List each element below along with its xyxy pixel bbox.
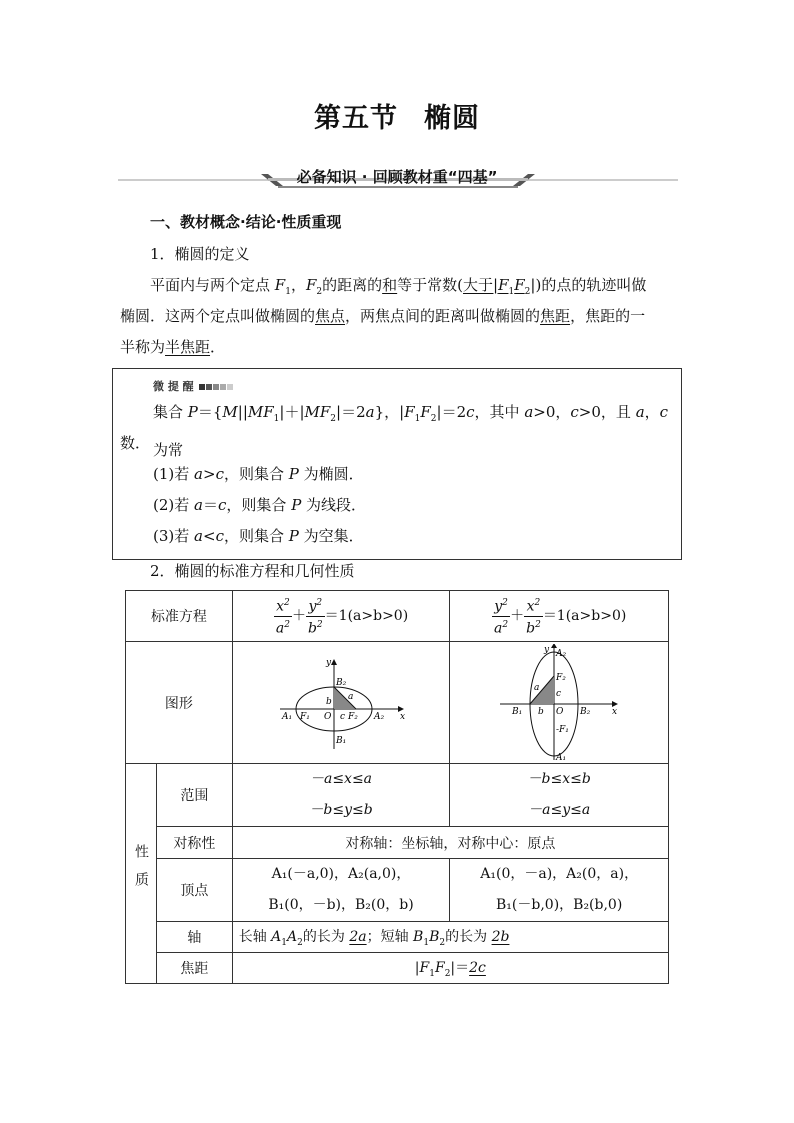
figure-vertical-ellipse [450, 642, 669, 764]
symmetry-value: 对称轴：坐标轴，对称中心：原点 [232, 827, 668, 859]
equation-horizontal: $\frac{x^2}{a^2}$ ＋ $\frac{y^2}{b^2}$ ＝1(a>b>0) [232, 591, 450, 642]
svg-text:-F₁: -F₁ [556, 724, 570, 735]
tip-label: 微 提 醒 [153, 378, 233, 394]
title-part1: 第五节 [314, 103, 398, 134]
table-row-figure [126, 642, 669, 764]
tip-square-icon [199, 384, 205, 390]
svg-text:c: c [556, 688, 562, 699]
svg-text:A₂: A₂ [374, 711, 385, 722]
svg-text:y: y [544, 644, 550, 655]
tip-item2: (2)若 a＝c，则集合 P 为线段． [153, 496, 367, 514]
definition-line3: 半称为半焦距． [120, 338, 226, 356]
tip-line1: 集合 $P=\{M||MF_1|+|MF_2|=2a\}$，$|F_1F_2|=2c$，其中 a>0，c>0，且 a，c 为常 [153, 403, 669, 459]
header-focal-distance: 焦距 [156, 953, 232, 984]
tip-item1: (1)若 a>c，则集合 P 为椭圆． [153, 465, 364, 483]
header-symmetry: 对称性 [156, 827, 232, 859]
vertices-horizontal: A₁(－a,0)，A₂(a,0)， B₁(0，－b)，B₂(0，b) [232, 859, 450, 922]
table-row-range [126, 764, 669, 827]
keyword-focal-distance: 焦距 [540, 307, 571, 325]
definition-paragraph: 平面内与两个定点 $F_1$，$F_2$的距离的和等于常数(大于$|F_1F_2|$)的点的轨迹叫做 [150, 276, 647, 297]
svg-text:F₂: F₂ [556, 672, 567, 683]
svg-text:B₂: B₂ [580, 706, 591, 717]
header-range: 范围 [156, 764, 232, 827]
subsection-standard-equation: 2．椭圆的标准方程和几何性质 [150, 562, 355, 580]
focal-distance-value: $|F_1F_2|=2c$ [232, 953, 668, 984]
range-horizontal: －a≤x≤a －b≤y≤b [232, 764, 450, 827]
table-row-vertices [126, 859, 669, 922]
tip-item3: (3)若 a<c，则集合 P 为空集． [153, 527, 364, 545]
svg-text:O: O [556, 706, 564, 717]
equation-vertical: $\frac{y^2}{a^2}$ ＋ $\frac{x^2}{b^2}$ ＝1(a>b>0) [450, 591, 669, 642]
table-row-symmetry [126, 827, 669, 859]
keyword-focus: 焦点 [315, 307, 346, 325]
header-properties: 性质 [126, 764, 157, 984]
svg-text:a: a [348, 691, 354, 702]
svg-text:F₂: F₂ [348, 711, 358, 722]
figure-horizontal-ellipse [232, 642, 450, 764]
definition-line2: 椭圆．这两个定点叫做椭圆的焦点，两焦点间的距离叫做椭圆的焦距，焦距的一 [120, 307, 646, 325]
header-figure: 图形 [126, 642, 233, 764]
header-vertices: 顶点 [156, 859, 232, 922]
svg-text:A₂: A₂ [556, 648, 567, 659]
svg-text:O: O [324, 711, 332, 722]
axis-value: 长轴 $A_1A_2$的长为 2a；短轴 $B_1B_2$的长为 2b [232, 922, 668, 953]
title-part2: 椭圆 [424, 103, 480, 134]
svg-text:y: y [326, 657, 332, 668]
subsection-ellipse-definition: 1．椭圆的定义 [150, 245, 250, 263]
tip-line2: 数． [120, 434, 151, 452]
table-row-equation [126, 591, 669, 642]
svg-text:F₁: F₁ [300, 711, 310, 722]
table-row-axis [126, 922, 669, 953]
svg-text:A₁: A₁ [556, 752, 567, 762]
range-vertical: －b≤x≤b －a≤y≤a [450, 764, 669, 827]
header-axis: 轴 [156, 922, 232, 953]
header-standard-equation: 标准方程 [126, 591, 233, 642]
svg-text:c: c [340, 711, 346, 722]
svg-text:B₂: B₂ [336, 677, 347, 688]
horizontal-ellipse-diagram [276, 653, 406, 753]
svg-text:A₁: A₁ [282, 711, 293, 722]
vertical-ellipse-diagram [494, 644, 624, 762]
section-heading: 一、教材概念·结论·性质重现 [150, 213, 342, 231]
keyword-half-focal: 半焦距 [165, 338, 211, 356]
table-row-focal-distance [126, 953, 669, 984]
svg-text:x: x [400, 711, 406, 722]
svg-text:B₁: B₁ [336, 735, 347, 746]
svg-text:x: x [612, 706, 618, 717]
section-banner-text: 必备知识 · 回顾教材重“四基” [296, 168, 498, 186]
ellipse-properties-table [125, 590, 669, 984]
svg-text:a: a [534, 682, 540, 693]
page-title [0, 96, 794, 135]
vertices-vertical: A₁(0，－a)，A₂(0，a)， B₁(－b,0)，B₂(b,0) [450, 859, 669, 922]
keyword-greater-than: 大于$|F_1F_2$ [463, 276, 531, 297]
svg-text:B₁: B₁ [512, 706, 523, 717]
svg-text:b: b [538, 706, 544, 717]
svg-text:b: b [326, 696, 332, 707]
keyword-sum: 和 [382, 276, 398, 294]
